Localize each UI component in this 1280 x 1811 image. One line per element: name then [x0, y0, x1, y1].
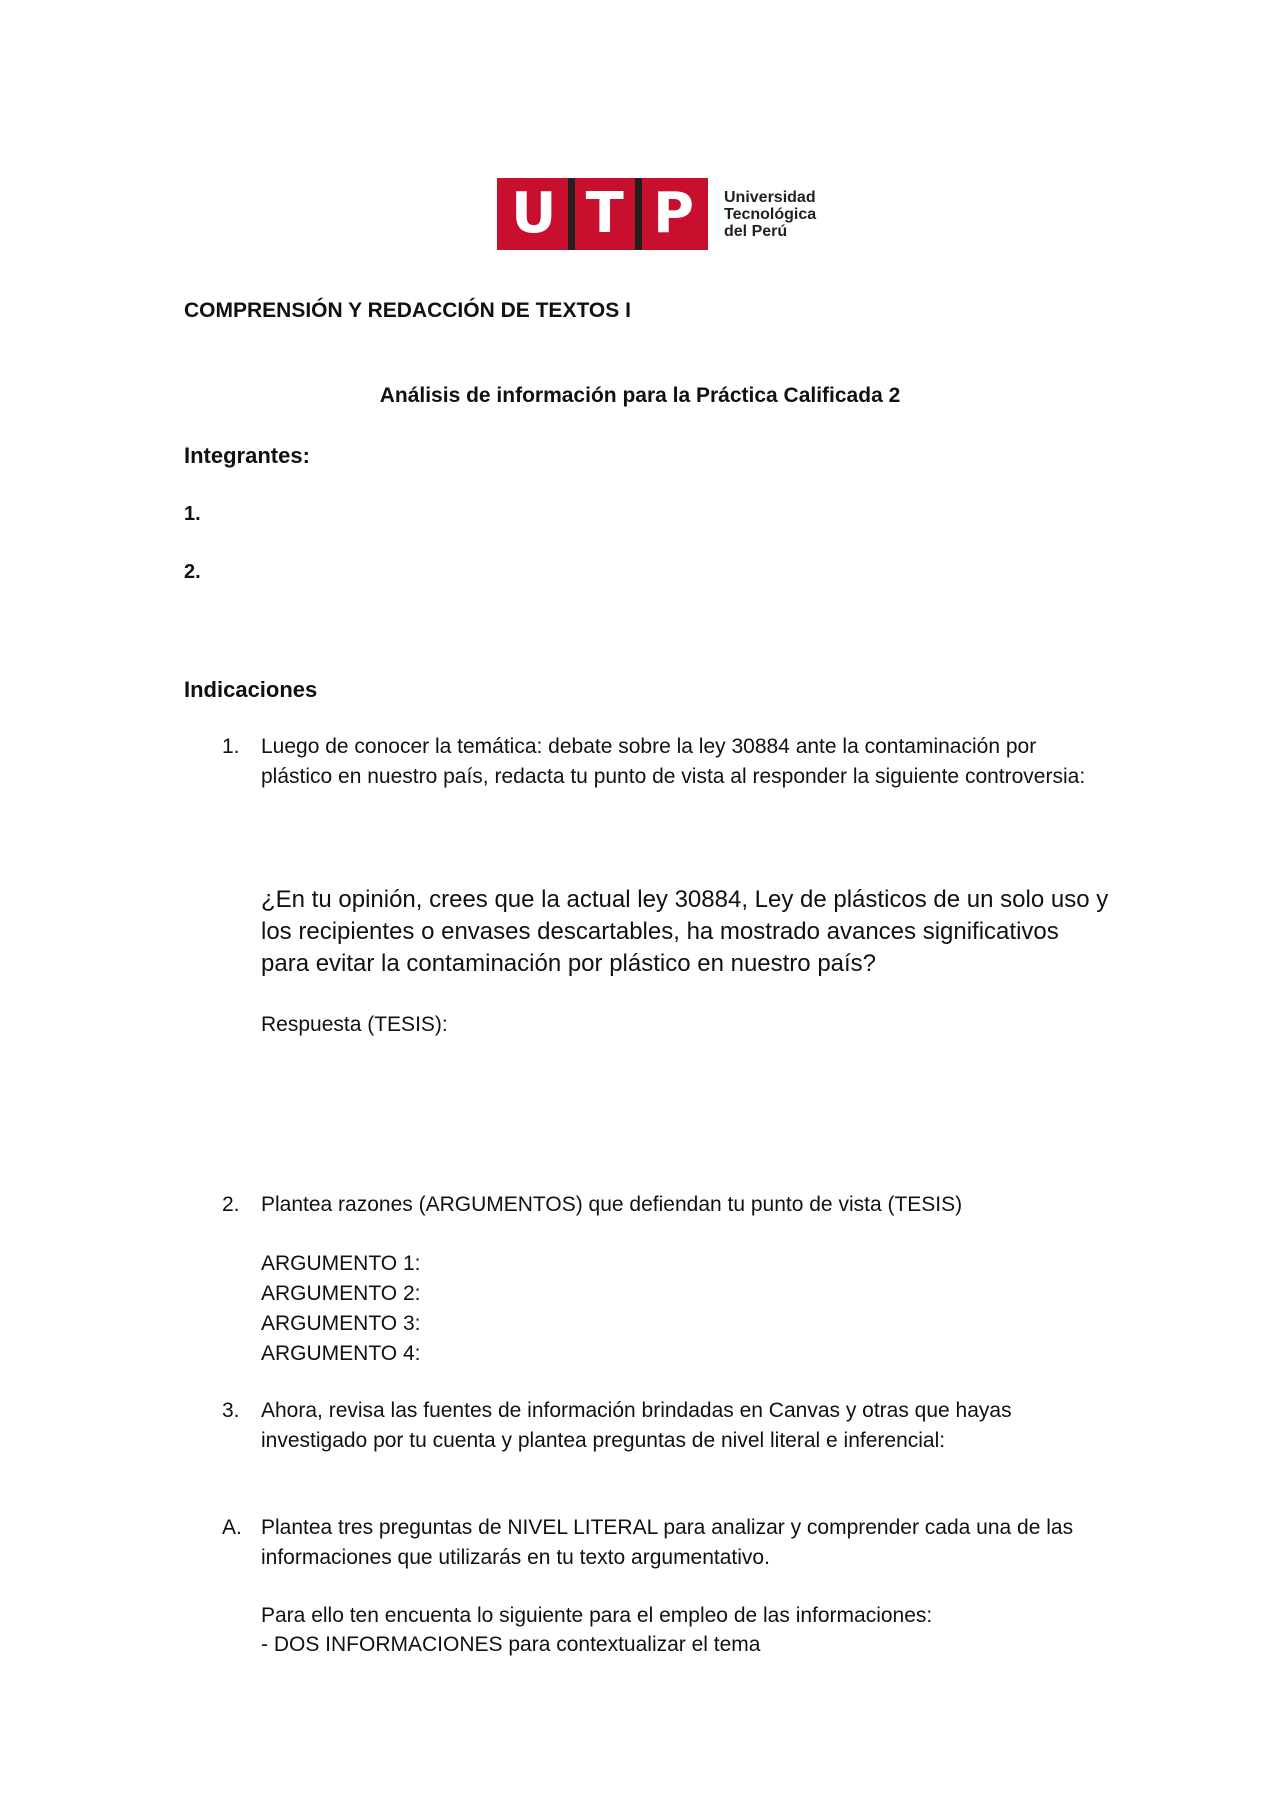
controversy-question: ¿En tu opinión, crees que la actual ley 30884, Ley de plásticos de un solo uso y los recipientes o envases descartables, ha mostrado avances significativos para evitar la contaminación por plástico en nuestro país?	[261, 886, 1109, 977]
argument-label: ARGUMENTO 1:	[261, 1252, 421, 1275]
members-label: Integrantes:	[184, 443, 310, 468]
logo-divider	[635, 178, 642, 250]
logo-name-line: del Perú	[724, 222, 788, 240]
logo-red-bar	[497, 178, 708, 250]
instruction-text: Plantea razones (ARGUMENTOS) que defiendan tu punto de vista (TESIS)	[261, 1193, 963, 1216]
argument-label: ARGUMENTO 4:	[261, 1342, 421, 1365]
logo-university-name	[724, 189, 816, 240]
logo-name-line: Universidad	[724, 188, 816, 206]
instruction-text: Luego de conocer la temática: debate sobre la ley 30884 ante la contaminación por plástico en nuestro país, redacta tu punto de vista al responder la siguiente controversia:	[261, 735, 1086, 788]
logo-letter-p: P	[652, 181, 694, 246]
utp-logo	[497, 178, 827, 250]
list-number: 2.	[222, 1193, 240, 1216]
argument-label: ARGUMENTO 3:	[261, 1312, 421, 1335]
instruction-note: Para ello ten encuenta lo siguiente para el empleo de las informaciones:	[261, 1604, 933, 1627]
course-title: COMPRENSIÓN Y REDACCIÓN DE TEXTOS I	[184, 299, 631, 322]
list-number: 3.	[222, 1399, 240, 1422]
logo-letter-t: T	[585, 181, 624, 246]
document-subtitle: Análisis de información para la Práctica Calificada 2	[379, 384, 901, 407]
instruction-text: Ahora, revisa las fuentes de información brindadas en Canvas y otras que hayas investigado por tu cuenta y plantea preguntas de nivel literal e inferencial:	[261, 1399, 1012, 1452]
list-letter: A.	[222, 1516, 242, 1539]
answer-label: Respuesta (TESIS):	[261, 1013, 448, 1036]
arguments-list	[261, 1249, 1111, 1369]
instruction-bullet: - DOS INFORMACIONES para contextualizar el tema	[261, 1633, 761, 1656]
logo-name-line: Tecnológica	[724, 205, 817, 223]
logo-letter-u: U	[511, 181, 557, 246]
logo-divider	[568, 178, 575, 250]
argument-label: ARGUMENTO 2:	[261, 1282, 421, 1305]
instructions-label: Indicaciones	[184, 677, 318, 702]
member-item: 1.	[184, 503, 201, 525]
instruction-text: Plantea tres preguntas de NIVEL LITERAL para analizar y comprender cada una de las informaciones que utilizarás en tu texto argumentativo.	[261, 1516, 1074, 1569]
list-number: 1.	[222, 735, 240, 758]
member-item: 2.	[184, 561, 201, 583]
